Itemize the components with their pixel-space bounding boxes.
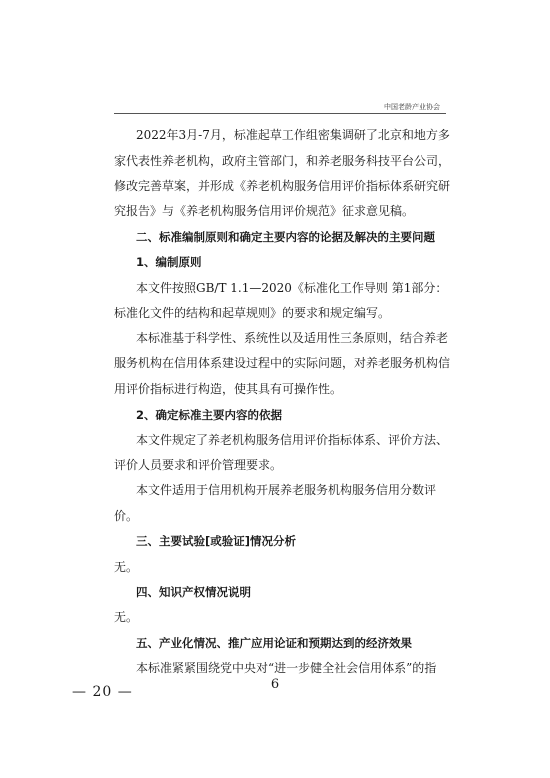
section-heading: 三、主要试验[或验证]情况分析 — [136, 534, 297, 548]
subsection-heading: 1、编制原则 — [136, 255, 202, 269]
paragraph-line: 2022年3月-7月，标准起草工作组密集调研了北京和地方多 — [136, 128, 450, 142]
paragraph-line: 本标准基于科学性、系统性以及适用性三条原则，结合养老 — [136, 331, 449, 345]
paragraph-line: 本文件适用于信用机构开展养老服务机构服务信用分数评 — [136, 483, 437, 497]
footer-page-number: — 20 — — [72, 684, 133, 700]
page-number: 6 — [270, 677, 280, 692]
paragraph-line: 价。 — [114, 509, 139, 523]
paragraph-line: 究报告》与《养老机构服务信用评价规范》征求意见稿。 — [114, 204, 415, 218]
paragraph-line: 标准化文件的结构和起草规则》的要求和规定编写。 — [114, 306, 391, 320]
section-heading: 二、标准编制原则和确定主要内容的论据及解决的主要问题 — [136, 230, 435, 244]
header-rule — [114, 113, 446, 114]
paragraph-line: 无。 — [114, 560, 139, 574]
paragraph-line: 本标准紧紧围绕党中央对“进一步健全社会信用体系”的指 — [136, 661, 437, 675]
paragraph-line: 家代表性养老机构，政府主管部门，和养老服务科技平台公司， — [114, 154, 451, 168]
paragraph-line: 本文件规定了养老机构服务信用评价指标体系、评价方法、 — [136, 433, 449, 447]
header-org: 中国老龄产业协会 — [384, 103, 440, 111]
paragraph-line: 用评价指标进行构造，使其具有可操作性。 — [114, 382, 343, 396]
paragraph-line: 评价人员要求和评价管理要求。 — [114, 458, 283, 472]
section-heading: 四、知识产权情况说明 — [136, 585, 251, 599]
paragraph-line: 本文件按照GB/T 1.1—2020《标准化工作导则 第1部分： — [136, 281, 448, 295]
paragraph-line: 服务机构在信用体系建设过程中的实际问题，对养老服务机构信 — [114, 356, 451, 370]
paragraph-line: 修改完善草案，并形成《养老机构服务信用评价指标体系研究研 — [114, 179, 451, 193]
section-heading: 五、产业化情况、推广应用论证和预期达到的经济效果 — [136, 636, 412, 650]
subsection-heading: 2、确定标准主要内容的依据 — [136, 408, 283, 422]
paragraph-line: 无。 — [114, 610, 139, 624]
